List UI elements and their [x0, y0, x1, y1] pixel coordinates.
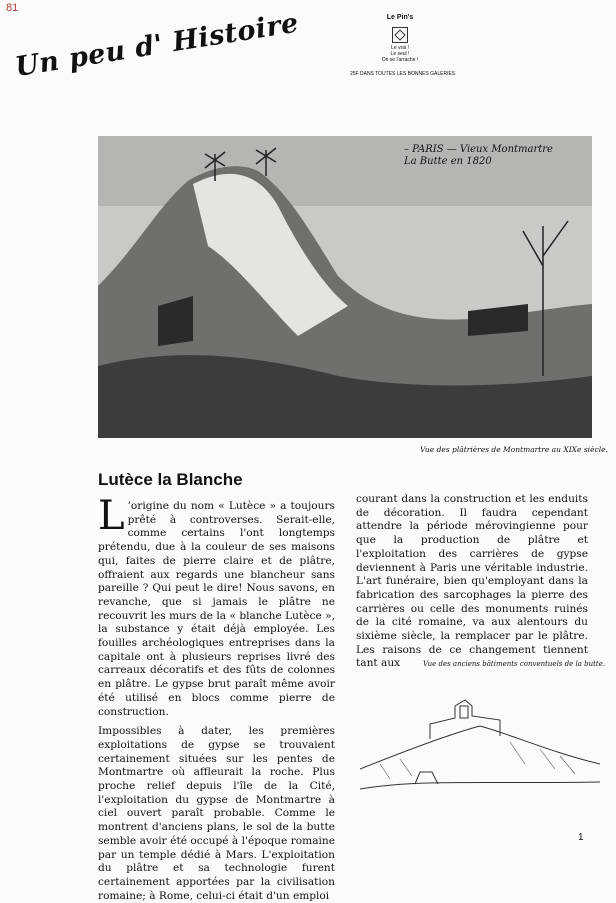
advert-footer: 25F DANS TOUTES LES BONNES GALERIES — [350, 71, 456, 77]
image-caption: Vue des plâtrières de Montmartre au XIXe siècle. — [420, 445, 608, 454]
page-number: 1 — [578, 832, 584, 843]
abbey-drawing — [360, 684, 600, 814]
advert-line: On se l'arrache ! — [381, 57, 419, 63]
article-paragraph — [98, 493, 335, 719]
advert-box — [350, 14, 456, 77]
article-paragraph: courant dans la construction et les enduits de décoration. Il faudra cependant attendre la période mérovingienne pour que la production de plâtre et l'exploitation des carrières de gypse deviennent à Paris une véritable industrie. L'art funéraire, bien qu'employant dans la fabrication des sarcophages la pierre des carrières ou celle des monuments ruinés de la cité romaine, va aux alentours du sixième siècle, la remplacer par le plâtre. Les raisons de ce changement tiennent tant aux — [356, 493, 588, 670]
dropcap: L — [98, 493, 125, 539]
advert-title: Le Pin's — [386, 14, 414, 21]
image-caption: Vue des anciens bâtiments conventuels de la butte. — [423, 660, 606, 668]
advert-line: Le vrai ! — [391, 45, 409, 51]
article-headline: Lutèce la Blanche — [98, 470, 243, 489]
pin-logo-icon — [392, 27, 408, 43]
engraving-caption-line: La Butte en 1820 — [404, 156, 492, 167]
article-paragraph: Impossibles à dater, les premières exploitations de gypse se trouvaient certainement situées sur les pentes de Montmartre où affleurait la roche. Plus proche relief depuis l'île de la Cité, l'exploitation du gypse de Montmartre à ciel ouvert paraît probable. Comme le montrent d'anciens plans, le sol de la butte semble avoir été occupé à l'époque romaine par un temple dédié à Mars. L'exploitation du plâtre et sa technologie furent certainement apportées par la civilisation romaine; à Rome, celui-ci était d'un emploi — [98, 725, 335, 902]
article-column-right — [356, 493, 588, 671]
engraving-caption-line: – PARIS — Vieux Montmartre — [404, 144, 553, 155]
page-corner-mark: 81 — [6, 2, 19, 14]
engraving-caption — [404, 144, 553, 168]
paragraph-text: ’origine du nom « Lutèce » a toujours prêté à controverses. Serait-elle, comme certains l'ont longtemps prétendu, due à la couleur de ses maisons qui, faites de pierre claire et de plâtre, offraient aux regards une blancheur sans pareille ? Qui peut le dire! Nous savons, en revanche, que si jamais le plâtre ne recouvrit les murs de la « blanche Lutèce », la substance y était déjà employée. Les fouilles archéologiques entreprises dans la capitale ont à plusieurs reprises livré des carreaux décoratifs et des fûts de colonnes en plâtre. Le gypse brut paraît même avoir été utilisé en blocs comme pierre de construction. — [98, 500, 335, 718]
advert-line: Le seul ! — [390, 51, 410, 57]
section-title: Un peu d' Histoire — [13, 7, 301, 84]
article-column-left — [98, 493, 335, 903]
montmartre-engraving — [98, 136, 592, 438]
